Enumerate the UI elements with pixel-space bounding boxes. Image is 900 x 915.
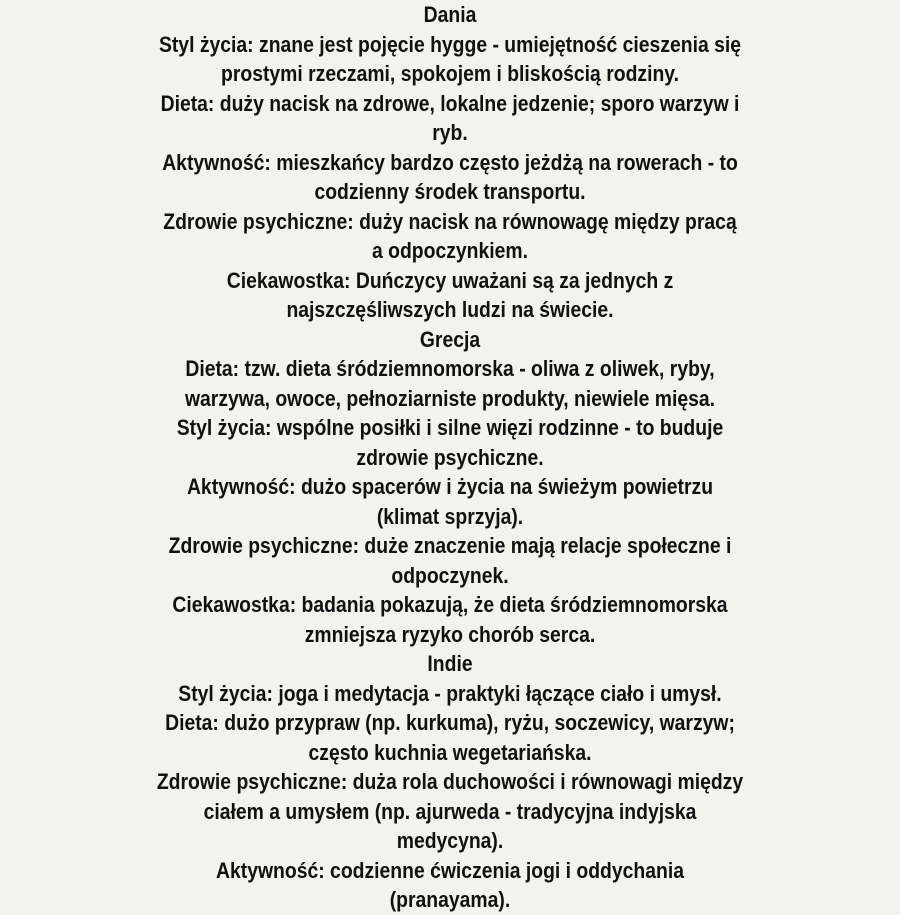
text-line: codzienny środek transportu. [314,179,586,204]
text-line: prostymi rzeczami, spokojem i bliskością rodziny. [221,61,679,86]
text-line: zmniejsza ryzyko chorób serca. [304,621,596,647]
text-line: Aktywność: dużo spacerów i życia na świeżym powietrzu [186,474,714,499]
text-line: Styl życia: znane jest pojęcie hygge - umiejętność cieszenia się [158,31,742,57]
section-dania [0,0,900,325]
text-line: Dieta: duży nacisk na zdrowe, lokalne jedzenie; sporo warzyw i [160,90,740,116]
text-line: ciałem a umysłem (np. ajurweda - tradycyjna indyjska [203,798,697,824]
text-line: medycyna). [396,828,504,853]
text-line: najszczęśliwszych ludzi na świecie. [286,297,614,322]
text-line: Zdrowie psychiczne: duży nacisk na równowagę między pracą [163,208,737,234]
text-line: a odpoczynkiem. [371,238,529,263]
text-line: Ciekawostka: badania pokazują, że dieta śródziemnomorska [172,592,728,617]
section-title-grecja: Grecja [419,326,481,352]
text-line: (klimat sprzyja). [376,503,524,529]
text-line: odpoczynek. [391,562,509,588]
text-line: Zdrowie psychiczne: duże znaczenie mają relacje społeczne i [168,533,732,558]
text-line: Aktywność: mieszkańcy bardzo często jeżdżą na rowerach - to [162,149,738,175]
text-line: ryb. [432,120,468,145]
section-title-indie: Indie [427,651,473,676]
text-line: zdrowie psychiczne. [356,444,544,470]
text-line: Styl życia: wspólne posiłki i silne więzi rodzinne - to buduje [176,415,724,440]
text-line: Dieta: tzw. dieta śródziemnomorska - oliwa z oliwek, ryby, [185,356,715,381]
section-title-dania: Dania [423,2,477,27]
text-line: Zdrowie psychiczne: duża rola duchowości i równowagi między [156,769,744,794]
section-grecja [0,325,900,650]
text-line: często kuchnia wegetariańska. [308,739,592,765]
text-line: Styl życia: joga i medytacja - praktyki łączące ciało i umysł. [178,680,722,706]
text-line: Dieta: dużo przypraw (np. kurkuma), ryżu, soczewicy, warzyw; [165,710,735,735]
text-line: (pranayama). [389,887,511,912]
text-line: Ciekawostka: Duńczycy uważani są za jednych z [226,267,674,293]
section-indie [0,649,900,915]
text-line: Aktywność: codzienne ćwiczenia jogi i oddychania [216,857,684,883]
text-line: warzywa, owoce, pełnoziarniste produkty, niewiele mięsa. [184,385,716,411]
